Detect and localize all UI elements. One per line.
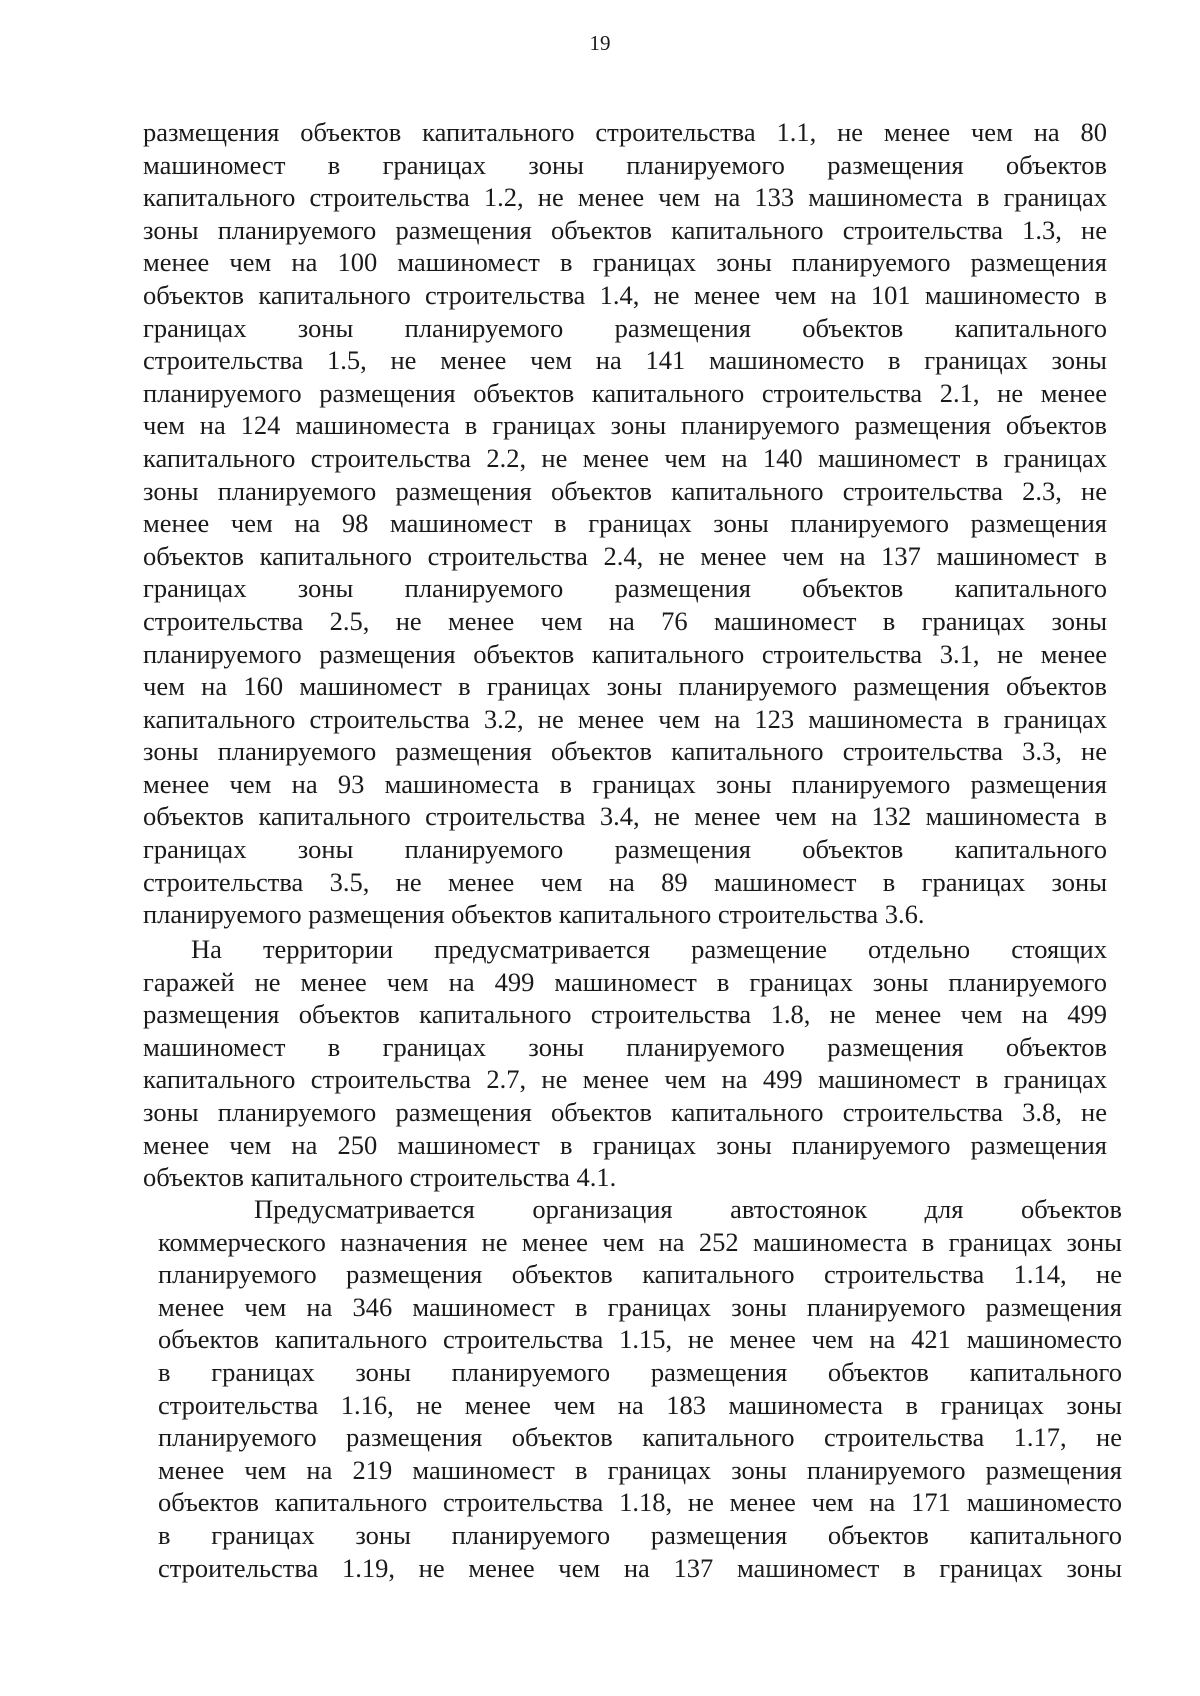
text-line: границах зоны планируемого размещения объектов капитального bbox=[143, 312, 1107, 343]
text-line: размещения объектов капитального строительства 1.1, не менее чем на 80 bbox=[143, 117, 1107, 147]
paragraph-commercial-parking bbox=[158, 1193, 1122, 1584]
text-line: строительства 3.5, не менее чем на 89 машиномест в границах зоны bbox=[143, 866, 1107, 897]
text-line: Предусматривается организация автостоянок для объектов bbox=[254, 1194, 1122, 1224]
paragraph-parking-capital-objects bbox=[143, 116, 1107, 931]
text-line: машиномест в границах зоны планируемого размещения объектов bbox=[143, 149, 1107, 180]
text-line: объектов капитального строительства 1.4, не менее чем на 101 машиноместо в bbox=[143, 279, 1107, 310]
text-line: в границах зоны планируемого размещения объектов капитального bbox=[158, 1519, 1122, 1550]
text-line: зоны планируемого размещения объектов капитального строительства 1.3, не bbox=[143, 214, 1107, 245]
text-line: менее чем на 250 машиномест в границах зоны планируемого размещения bbox=[143, 1129, 1107, 1160]
text-line: чем на 160 машиномест в границах зоны планируемого размещения объектов bbox=[143, 671, 1107, 702]
text-line: менее чем на 346 машиномест в границах зоны планируемого размещения bbox=[158, 1291, 1122, 1322]
text-line: капитального строительства 3.2, не менее чем на 123 машиноместа в границах bbox=[143, 703, 1107, 734]
paragraph-standalone-garages bbox=[143, 933, 1107, 1194]
text-line: менее чем на 98 машиномест в границах зоны планируемого размещения bbox=[143, 508, 1107, 539]
text-line: зоны планируемого размещения объектов капитального строительства 2.3, не bbox=[143, 475, 1107, 506]
text-line: планируемого размещения объектов капитального строительства 1.14, не bbox=[158, 1259, 1122, 1290]
text-line: коммерческого назначения не менее чем на 252 машиноместа в границах зоны bbox=[158, 1226, 1122, 1257]
page-number: 19 bbox=[589, 31, 611, 55]
text-line: объектов капитального строительства 1.18, не менее чем на 171 машиноместо bbox=[158, 1487, 1122, 1518]
text-line: планируемого размещения объектов капитального строительства 3.1, не менее bbox=[143, 638, 1107, 669]
text-line: На территории предусматривается размещение отдельно стоящих bbox=[191, 934, 1107, 964]
text-line: зоны планируемого размещения объектов капитального строительства 3.8, не bbox=[143, 1096, 1107, 1127]
text-line: планируемого размещения объектов капитального строительства 3.6. bbox=[143, 899, 925, 930]
text-line: границах зоны планируемого размещения объектов капитального bbox=[143, 834, 1107, 865]
text-line: границах зоны планируемого размещения объектов капитального bbox=[143, 573, 1107, 604]
text-line: в границах зоны планируемого размещения объектов капитального bbox=[158, 1356, 1122, 1387]
text-line: капитального строительства 2.7, не менее чем на 499 машиномест в границах bbox=[143, 1064, 1107, 1095]
text-line: строительства 1.16, не менее чем на 183 машиноместа в границах зоны bbox=[158, 1389, 1122, 1420]
text-line: менее чем на 219 машиномест в границах зоны планируемого размещения bbox=[158, 1454, 1122, 1485]
text-line: менее чем на 93 машиноместа в границах зоны планируемого размещения bbox=[143, 768, 1107, 799]
text-line: объектов капитального строительства 4.1. bbox=[143, 1162, 617, 1193]
text-line: планируемого размещения объектов капитального строительства 1.17, не bbox=[158, 1422, 1122, 1453]
text-line: машиномест в границах зоны планируемого размещения объектов bbox=[143, 1031, 1107, 1062]
text-line: строительства 2.5, не менее чем на 76 машиномест в границах зоны bbox=[143, 605, 1107, 636]
text-line: гаражей не менее чем на 499 машиномест в границах зоны планируемого bbox=[143, 966, 1107, 997]
text-line: объектов капитального строительства 3.4, не менее чем на 132 машиноместа в bbox=[143, 801, 1107, 832]
text-line: размещения объектов капитального строительства 1.8, не менее чем на 499 bbox=[143, 999, 1107, 1030]
text-line: капитального строительства 1.2, не менее чем на 133 машиноместа в границах bbox=[143, 182, 1107, 213]
text-line: планируемого размещения объектов капитального строительства 2.1, не менее bbox=[143, 377, 1107, 408]
text-line: менее чем на 100 машиномест в границах зоны планируемого размещения bbox=[143, 247, 1107, 278]
text-line: объектов капитального строительства 2.4, не менее чем на 137 машиномест в bbox=[143, 540, 1107, 571]
text-line: объектов капитального строительства 1.15, не менее чем на 421 машиноместо bbox=[158, 1324, 1122, 1355]
text-line: строительства 1.5, не менее чем на 141 машиноместо в границах зоны bbox=[143, 345, 1107, 376]
text-line: чем на 124 машиноместа в границах зоны планируемого размещения объектов bbox=[143, 410, 1107, 441]
text-line: капитального строительства 2.2, не менее чем на 140 машиномест в границах bbox=[143, 442, 1107, 473]
text-line: строительства 1.19, не менее чем на 137 машиномест в границах зоны bbox=[158, 1552, 1122, 1583]
text-line: зоны планируемого размещения объектов капитального строительства 3.3, не bbox=[143, 736, 1107, 767]
